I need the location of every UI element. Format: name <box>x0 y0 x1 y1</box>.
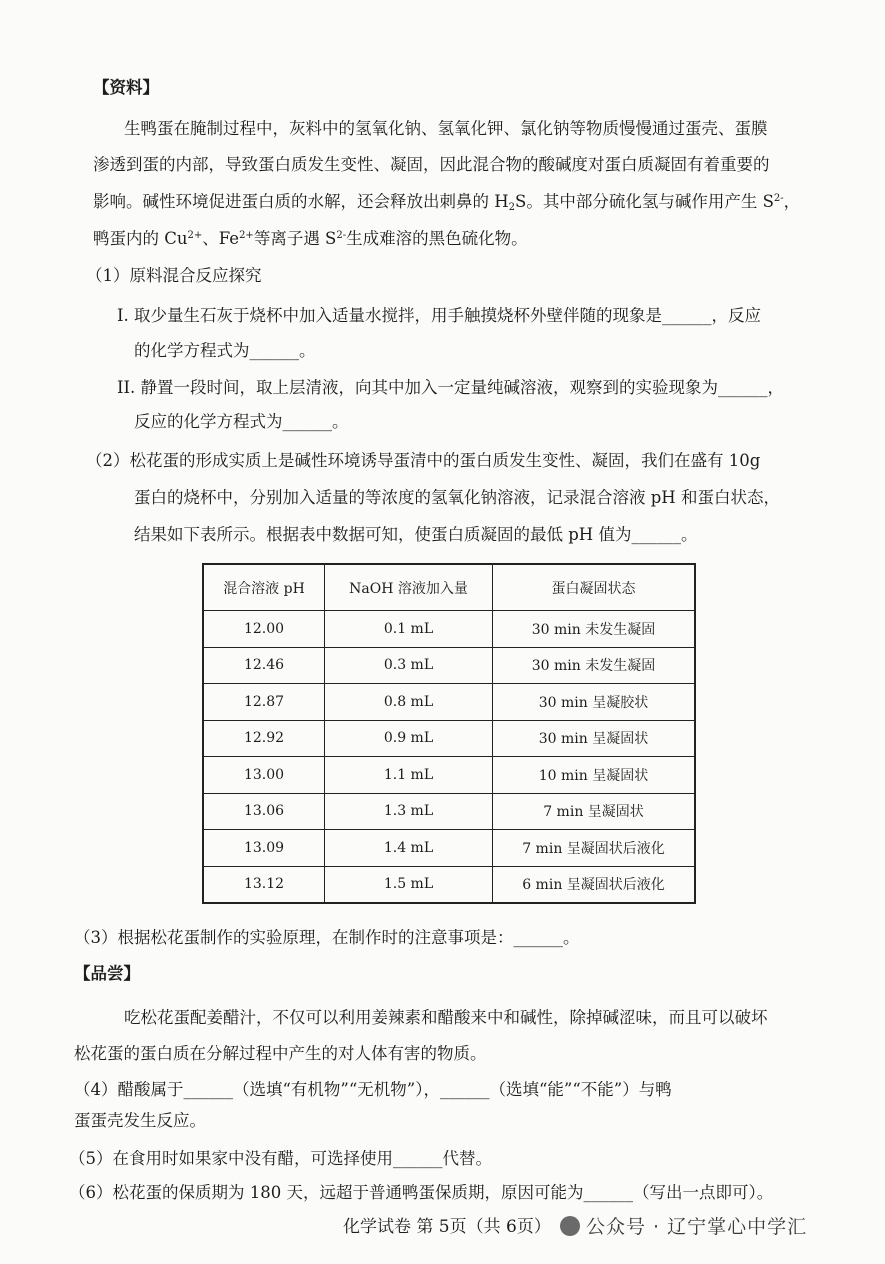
q4-line-2: 蛋蛋壳发生反应。 <box>74 1111 206 1130</box>
q3-text: （3）根据松花蛋制作的实验原理，在制作时的注意事项是：______。 <box>74 928 580 947</box>
watermark <box>560 1212 807 1239</box>
table-row <box>203 611 695 648</box>
table-cell: 12.87 <box>203 684 325 721</box>
table-cell: 7 min 呈凝固状 <box>493 793 696 830</box>
table-cell: 1.5 mL <box>325 866 493 903</box>
q2-line-3: 结果如下表所示。根据表中数据可知，使蛋白质凝固的最低 pH 值为______。 <box>134 525 698 544</box>
q5-text: （5）在食用时如果家中没有醋，可选择使用______代替。 <box>69 1149 492 1168</box>
wechat-icon <box>560 1216 580 1236</box>
table-cell: 30 min 未发生凝固 <box>493 611 696 648</box>
q4-line-1: （4）醋酸属于______（选填“有机物”“无机物”），______（选填“能”“不能”）与鸭 <box>74 1080 672 1099</box>
material-line-2: 渗透到蛋的内部，导致蛋白质发生变性、凝固，因此混合物的酸碱度对蛋白质凝固有着重要的 <box>93 155 770 174</box>
watermark-text: 公众号 · 辽宁掌心中学汇 <box>586 1216 808 1238</box>
table-row <box>203 647 695 684</box>
table-row <box>203 684 695 721</box>
table-cell: 12.00 <box>203 611 325 648</box>
material-line-4: 鸭蛋内的 $Cu^{2+}$、$Fe^{2+}$等离子遇 $S^{2-}$生成难溶的黑色硫化物。 <box>93 229 528 248</box>
table-row <box>203 720 695 757</box>
table-header-state: 蛋白凝固状态 <box>493 564 696 611</box>
table-cell: 10 min 呈凝固状 <box>493 757 696 794</box>
taste-line-1: 吃松花蛋配姜醋汁，不仅可以利用姜辣素和醋酸来中和碱性，除掉碱涩味，而且可以破坏 <box>124 1008 768 1027</box>
table-row <box>203 757 695 794</box>
table-cell: 13.09 <box>203 830 325 867</box>
table-header-ph: 混合溶液 pH <box>203 564 325 611</box>
table-cell: 1.1 mL <box>325 757 493 794</box>
q1-ii-line-2: 反应的化学方程式为______。 <box>134 412 349 431</box>
q2-line-2: 蛋白的烧杯中，分别加入适量的等浓度的氢氧化钠溶液，记录混合溶液 pH 和蛋白状态， <box>134 488 780 507</box>
q1-ii-line-1: II. 静置一段时间，取上层清液，向其中加入一定量纯碱溶液，观察到的实验现象为______， <box>117 378 785 397</box>
table-cell: 30 min 未发生凝固 <box>493 647 696 684</box>
table-row <box>203 866 695 903</box>
table-header-row <box>203 564 695 611</box>
table-cell: 6 min 呈凝固状后液化 <box>493 866 696 903</box>
table-cell: 12.92 <box>203 720 325 757</box>
table-cell: 0.8 mL <box>325 684 493 721</box>
q1-i-line-2: 的化学方程式为______。 <box>134 341 316 360</box>
table-cell: 30 min 呈凝固状 <box>493 720 696 757</box>
table-cell: 7 min 呈凝固状后液化 <box>493 830 696 867</box>
q6-text: （6）松花蛋的保质期为 180 天，远超于普通鸭蛋保质期，原因可能为______（写出一点即可）。 <box>69 1183 774 1202</box>
table-cell: 0.1 mL <box>325 611 493 648</box>
table-row <box>203 793 695 830</box>
table-cell: 0.9 mL <box>325 720 493 757</box>
page-footer: 化学试卷 第 5页（共 6页） <box>343 1217 551 1237</box>
table-cell: 1.4 mL <box>325 830 493 867</box>
table-cell: 13.06 <box>203 793 325 830</box>
table-cell: 13.00 <box>203 757 325 794</box>
q2-line-1: （2）松花蛋的形成实质上是碱性环境诱导蛋清中的蛋白质发生变性、凝固，我们在盛有 10g <box>86 451 761 470</box>
table-cell: 30 min 呈凝胶状 <box>493 684 696 721</box>
material-line-3: 影响。碱性环境促进蛋白质的水解，还会释放出刺鼻的 $H_2S$。其中部分硫化氢与碱作用产生 $S^{2-}$， <box>93 192 801 213</box>
results-table <box>202 563 696 904</box>
table-row <box>203 830 695 867</box>
table-cell: 12.46 <box>203 647 325 684</box>
table-cell: 0.3 mL <box>325 647 493 684</box>
table-header-naoh: NaOH 溶液加入量 <box>325 564 493 611</box>
q1-i-line-1: I. 取少量生石灰于烧杯中加入适量水搅拌，用手触摸烧杯外壁伴随的现象是______，反应 <box>117 306 762 325</box>
q1-title: （1）原料混合反应探究 <box>86 266 262 285</box>
material-line-1: 生鸭蛋在腌制过程中，灰料中的氢氧化钠、氢氧化钾、氯化钠等物质慢慢通过蛋壳、蛋膜 <box>124 119 768 138</box>
table-cell: 13.12 <box>203 866 325 903</box>
material-heading: 【资料】 <box>93 78 159 97</box>
taste-heading: 【品尝】 <box>74 964 140 983</box>
taste-line-2: 松花蛋的蛋白质在分解过程中产生的对人体有害的物质。 <box>74 1044 487 1063</box>
table-cell: 1.3 mL <box>325 793 493 830</box>
